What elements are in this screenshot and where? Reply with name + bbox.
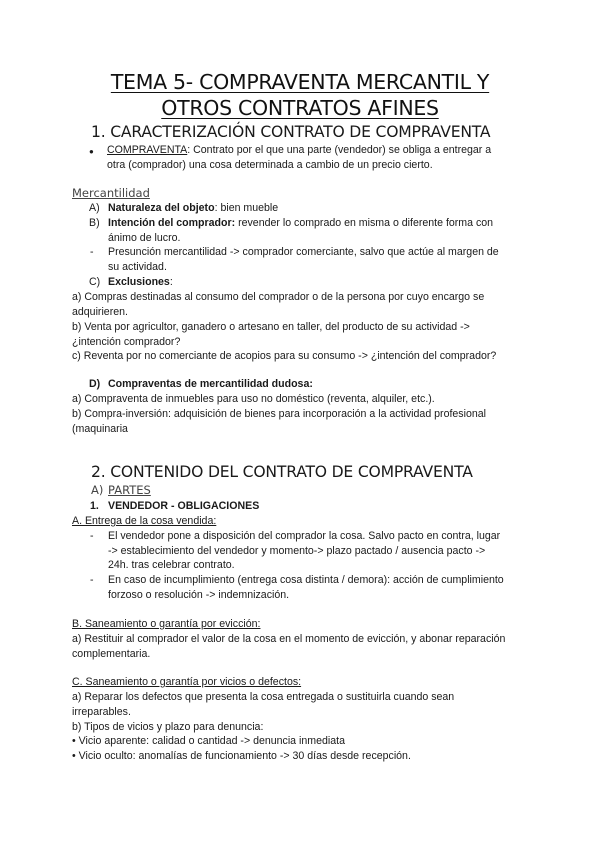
item-c-exclusiones [108, 275, 173, 290]
entrega-line: El vendedor pone a disposición del comprador la cosa. Salvo pacto en contra, lugar [108, 530, 501, 542]
vendedor-label: VENDEDOR - OBLIGACIONES [108, 500, 260, 512]
item-b-marker: B) [89, 217, 100, 229]
item-b-line-2: ánimo de lucro. [108, 232, 181, 244]
dash-marker: - [90, 574, 94, 586]
exclusion-line: adquirieren. [72, 306, 128, 318]
vicios-heading: C. Saneamiento o garantía por vicios o defectos: [72, 676, 302, 688]
item-a-naturaleza [108, 201, 278, 216]
exclusion-line: ¿intención comprador? [72, 336, 181, 348]
item-a-text: : bien mueble [214, 202, 279, 214]
compraventa-term: COMPRAVENTA [107, 144, 188, 156]
partes-heading: PARTES [108, 483, 151, 497]
item-c-marker: C) [89, 276, 101, 288]
entrega-heading: A. Entrega de la cosa vendida: [72, 515, 217, 527]
exclusion-line: b) Venta por agricultor, ganadero o artesano en taller, del producto de su actividad -> [72, 321, 470, 333]
mercantilidad-heading: Mercantilidad [72, 186, 150, 200]
partes-marker: A) [91, 483, 104, 497]
item-d-label: Compraventas de mercantilidad dudosa: [108, 378, 313, 390]
eviccion-heading: B. Saneamiento o garantía por evicción: [72, 618, 261, 630]
dudosa-line: b) Compra-inversión: adquisición de bienes para incorporación a la actividad profesional [72, 408, 486, 420]
dash-marker: - [90, 246, 94, 258]
compraventa-definition-text: : Contrato por el que una parte (vendedor) se obliga a entregar a [187, 144, 492, 156]
item-c-label: Exclusiones [108, 276, 170, 288]
eviccion-line: complementaria. [72, 648, 151, 660]
presuncion-line-2: su actividad. [108, 261, 167, 273]
vicios-line: a) Reparar los defectos que presenta la cosa entregada o sustituirla cuando sean [72, 691, 455, 703]
entrega-line: En caso de incumplimiento (entrega cosa distinta / demora): acción de cumplimiento [108, 574, 504, 586]
vendedor-marker: 1. [90, 500, 99, 512]
exclusion-line: a) Compras destinadas al consumo del comprador o de la persona por cuyo encargo se [72, 291, 485, 303]
item-b-text: revender lo comprado en misma o diferente forma con [235, 217, 494, 229]
vicios-line: • Vicio oculto: anomalías de funcionamiento -> 30 días desde recepción. [72, 750, 411, 762]
item-c-colon: : [169, 276, 173, 288]
exclusion-line: c) Reventa por no comerciante de acopios para su consumo -> ¿intención del comprador? [72, 350, 497, 362]
dudosa-line: a) Compraventa de inmuebles para uso no doméstico (reventa, alquiler, etc.). [72, 393, 435, 405]
compraventa-definition-line-2: otra (comprador) una cosa determinada a cambio de un precio cierto. [107, 159, 433, 171]
item-b-label: Intención del comprador: [108, 217, 236, 229]
section-1-heading: 1. CARACTERIZACIÓN CONTRATO DE COMPRAVENTA [91, 123, 491, 141]
item-b-intencion [108, 216, 493, 231]
bullet-dot-icon: ● [89, 147, 94, 156]
item-a-marker: A) [89, 202, 100, 214]
item-d-dudosa [108, 377, 313, 392]
dudosa-line: (maquinaria [72, 423, 128, 435]
title-line-1: TEMA 5- COMPRAVENTA MERCANTIL Y [110, 70, 490, 94]
eviccion-line: a) Restituir al comprador el valor de la cosa en el momento de evicción, y abonar reparación [72, 633, 506, 645]
item-a-label: Naturaleza del objeto [108, 202, 215, 214]
entrega-line: -> establecimiento del vendedor y momento-> plazo pactado / ausencia pacto -> [108, 545, 486, 557]
section-2-heading: 2. CONTENIDO DEL CONTRATO DE COMPRAVENTA [91, 463, 473, 481]
item-d-marker: D) [89, 378, 101, 390]
vicios-line: b) Tipos de vicios y plazo para denuncia: [72, 721, 264, 733]
vicios-line: • Vicio aparente: calidad o cantidad -> denuncia inmediata [72, 735, 345, 747]
presuncion-line-1: Presunción mercantilidad -> comprador comerciante, salvo que actúe al margen de [108, 246, 499, 258]
title-line-2: OTROS CONTRATOS AFINES [161, 96, 439, 120]
dash-marker: - [90, 530, 94, 542]
vicios-line: irreparables. [72, 706, 131, 718]
entrega-line: forzoso o resolución -> indemnización. [108, 589, 290, 601]
entrega-line: 24h. tras celebrar contrato. [108, 559, 235, 571]
compraventa-definition [107, 143, 491, 158]
vendedor-obligaciones-heading [108, 499, 259, 514]
